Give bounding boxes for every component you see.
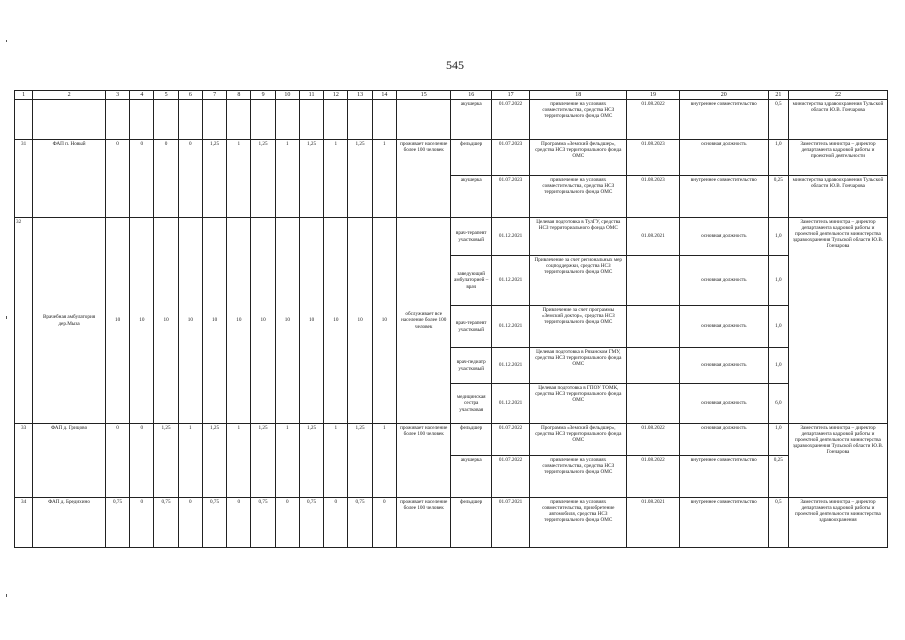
employment-cell: внутреннее совместительство [679,456,768,498]
value-cell: 0,75 [202,498,226,548]
table-row [15,100,888,140]
col-header: 19 [627,91,680,100]
value-cell: 10 [299,218,323,424]
value-cell: 1 [372,140,396,218]
rate-cell: 1,0 [768,140,788,176]
col-header: 3 [105,91,129,100]
date-cell: 01.07.2023 [491,176,529,218]
employment-cell: основная должность [679,306,768,348]
position-cell: акушерка [451,100,491,140]
population-note: проживает население более 100 человек [396,498,451,548]
value-cell: 0,75 [105,498,129,548]
date-cell: 01.12.2021 [491,384,529,424]
rate-cell: 1,0 [768,348,788,384]
col-header: 13 [348,91,372,100]
col-header: 18 [530,91,627,100]
rate-cell: 1,0 [768,218,788,256]
value-cell: 1,25 [348,140,372,218]
value-cell: 0 [227,498,251,548]
col-header: 4 [130,91,154,100]
rate-cell: 1,0 [768,424,788,456]
facility-name: Врачебная амбулатория дер.Мыза [33,218,106,424]
measure-cell: привлечение на условиях совместительства, средства НСЗ территориального фонда ОМС [530,456,627,498]
rate-cell: 0,25 [768,176,788,218]
employment-cell: внутреннее совместительство [679,176,768,218]
date-cell: 01.08.2022 [627,456,680,498]
employment-cell: основная должность [679,256,768,306]
value-cell: 10 [178,218,202,424]
employment-cell: основная должность [679,218,768,256]
col-header: 15 [396,91,451,100]
value-cell: 10 [154,218,178,424]
date-cell: 01.07.2022 [491,424,529,456]
measure-cell: Целевая подготовка в Рязанском ГМУ, средства НСЗ территориального фонда ОМС [530,348,627,384]
value-cell: 0 [275,498,299,548]
position-cell: акушерка [451,456,491,498]
col-header: 14 [372,91,396,100]
col-header: 1 [15,91,33,100]
value-cell: 1,25 [202,424,226,498]
population-note: проживает население более 100 человек [396,140,451,218]
col-header: 16 [451,91,491,100]
employment-cell: внутреннее совместительство [679,498,768,548]
value-cell: 1 [324,424,348,498]
value-cell: 10 [275,218,299,424]
value-cell: 1,25 [299,140,323,218]
table-row [15,218,888,256]
value-cell: 0 [178,140,202,218]
value-cell: 1 [275,424,299,498]
col-header: 5 [154,91,178,100]
date-cell: 01.12.2021 [491,348,529,384]
value-cell: 1 [227,140,251,218]
date-cell: 01.08.2023 [627,140,680,176]
value-cell: 0 [324,498,348,548]
position-cell: акушерка [451,176,491,218]
table-row [15,424,888,456]
value-cell: 10 [227,218,251,424]
rate-cell: 1,0 [768,306,788,348]
employment-cell: внутреннее совместительство [679,100,768,140]
value-cell: 1,25 [202,140,226,218]
table-row [15,498,888,548]
responsible-cell: Заместитель министра – директор департамента кадровой работы и проектной деятельности [788,140,887,176]
position-cell: фельдшер [451,424,491,456]
date-cell: 01.08.2021 [627,498,680,548]
row-number: 31 [15,140,33,218]
table-row [15,140,888,176]
date-cell [627,256,680,306]
value-cell: 10 [372,218,396,424]
staffing-table [14,90,888,548]
value-cell: 0 [105,140,129,218]
value-cell: 0 [130,424,154,498]
value-cell: 0 [372,498,396,548]
col-header: 10 [275,91,299,100]
value-cell: 1 [227,424,251,498]
value-cell: 1 [275,140,299,218]
measure-cell: Программа «Земский фельдшер», средства НСЗ территориального фонда ОМС [530,140,627,176]
responsible-cell: Заместитель министра – директор департамента кадровой работы и проектной деятельности министерства здравоохранения Тульской области Ю.В. Гончарова [788,218,887,424]
date-cell: 01.12.2021 [491,306,529,348]
scan-mark [6,316,7,319]
position-cell: фельдшер [451,498,491,548]
rate-cell: 0,5 [768,100,788,140]
date-cell [627,384,680,424]
col-header: 9 [251,91,275,100]
value-cell: 10 [105,218,129,424]
responsible-cell: Заместитель министра – директор департамента кадровой работы и проектной деятельности министерства здравоохранения Тульской области Ю.В. Гончарова [788,424,887,498]
facility-name: ФАП д. Бредихино [33,498,106,548]
date-cell: 01.07.2022 [491,456,529,498]
col-header: 7 [202,91,226,100]
value-cell: 10 [130,218,154,424]
position-cell: медицинская сестра участковая [451,384,491,424]
facility-name: ФАП п. Новый [33,140,106,218]
measure-cell: Привлечение за счет региональных мер соцподдержки, средства НСЗ территориального фонда ОМС [530,256,627,306]
col-header: 8 [227,91,251,100]
employment-cell: основная должность [679,384,768,424]
employment-cell: основная должность [679,424,768,456]
measure-cell: привлечение на условиях совместительства, средства НСЗ территориального фонда ОМС [530,176,627,218]
value-cell: 1 [178,424,202,498]
page-number: 545 [446,58,464,72]
date-cell: 01.12.2021 [491,218,529,256]
measure-cell: Целевая подготовка в ГПОУ ТОМК, средства НСЗ территориального фонда ОМС [530,384,627,424]
date-cell: 01.07.2023 [491,140,529,176]
value-cell: 0 [105,424,129,498]
facility-name: ФАП д. Грицово [33,424,106,498]
col-header: 6 [178,91,202,100]
row-number: 33 [15,424,33,498]
responsible-cell: министерства здравоохранения Тульской области Ю.В. Гончарова [788,100,887,140]
rate-cell: 0,5 [768,498,788,548]
date-cell: 01.07.2021 [491,498,529,548]
position-cell: врач-терапевт участковый [451,306,491,348]
value-cell: 1 [324,140,348,218]
col-header: 22 [788,91,887,100]
value-cell: 1,25 [299,424,323,498]
position-cell: врач-терапевт участковый [451,218,491,256]
date-cell: 01.08.2023 [627,176,680,218]
date-cell: 01.12.2021 [491,256,529,306]
date-cell: 01.08.2022 [627,100,680,140]
position-cell: врач-педиатр участковый [451,348,491,384]
value-cell: 10 [202,218,226,424]
responsible-cell: министерства здравоохранения Тульской области Ю.В. Гончарова [788,176,887,218]
position-cell: фельдшер [451,140,491,176]
measure-cell: привлечение на условиях совместительства, средства НСЗ территориального фонда ОМС [530,100,627,140]
position-cell: заведующий амбулаторией – врач [451,256,491,306]
value-cell: 0,75 [154,498,178,548]
date-cell [627,306,680,348]
value-cell: 1,25 [251,140,275,218]
value-cell: 0,75 [299,498,323,548]
employment-cell: основная должность [679,140,768,176]
value-cell: 1,25 [348,424,372,498]
row-number: 32 [15,218,33,424]
value-cell: 1,25 [251,424,275,498]
scan-mark [6,594,7,597]
col-header: 17 [491,91,529,100]
measure-cell: Целевая подготовка в ТулГУ, средства НСЗ территориального фонда ОМС [530,218,627,256]
col-header: 11 [299,91,323,100]
date-cell: 01.08.2021 [627,218,680,256]
date-cell: 01.07.2022 [491,100,529,140]
value-cell: 0 [178,498,202,548]
value-cell: 1 [372,424,396,498]
scan-mark [6,40,7,42]
value-cell: 0 [154,140,178,218]
measure-cell: привлечение на условиях совместительства, приобретение автомобиля, средства НСЗ территориального фонда ОМС [530,498,627,548]
responsible-cell: Заместитель министра – директор департамента кадровой работы и проектной деятельности министерства здравоохранения [788,498,887,548]
value-cell: 0,75 [251,498,275,548]
value-cell: 0,75 [348,498,372,548]
col-header: 20 [679,91,768,100]
col-header: 21 [768,91,788,100]
col-header: 12 [324,91,348,100]
rate-cell: 0,25 [768,456,788,498]
value-cell: 1,25 [154,424,178,498]
measure-cell: Привлечение за счет программы «Земский доктор», средства НСЗ территориального фонда ОМС [530,306,627,348]
value-cell: 0 [130,140,154,218]
header-row [15,91,888,100]
population-note: обслуживает все население более 100 человек [396,218,451,424]
date-cell: 01.08.2022 [627,424,680,456]
date-cell [627,348,680,384]
measure-cell: Программа «Земский фельдшер», средства НСЗ территориального фонда ОМС [530,424,627,456]
rate-cell: 1,0 [768,256,788,306]
row-number: 34 [15,498,33,548]
value-cell: 10 [324,218,348,424]
value-cell: 10 [348,218,372,424]
employment-cell: основная должность [679,348,768,384]
col-header: 2 [33,91,106,100]
rate-cell: 6,0 [768,384,788,424]
population-note: проживает население более 100 человек [396,424,451,498]
value-cell: 0 [130,498,154,548]
value-cell: 10 [251,218,275,424]
